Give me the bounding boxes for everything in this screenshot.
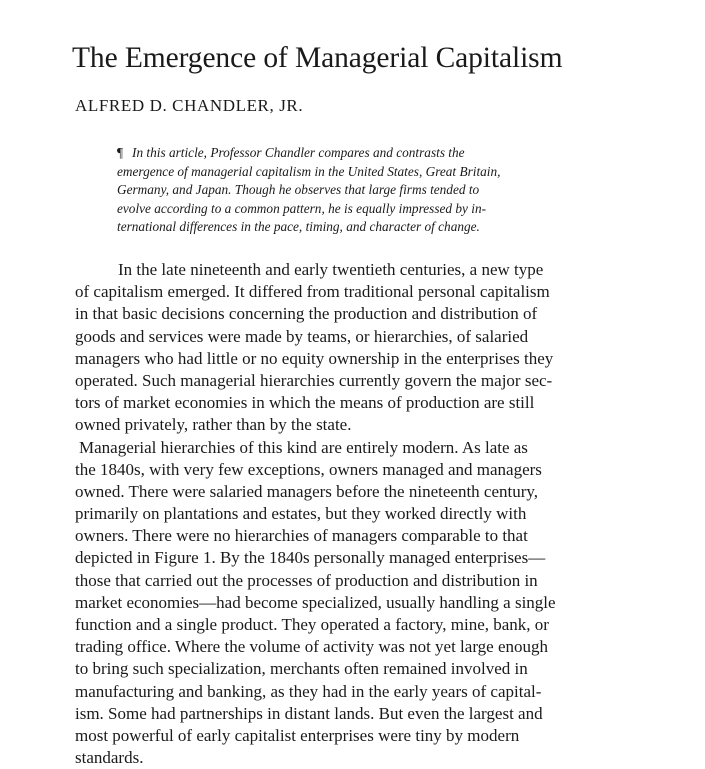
text-line: in that basic decisions concerning the production and distribution of xyxy=(75,303,556,325)
text-line: operated. Such managerial hierarchies currently govern the major sec- xyxy=(75,370,556,392)
pilcrow-mark: ¶ xyxy=(117,145,123,160)
article-title: The Emergence of Managerial Capitalism xyxy=(72,40,562,76)
text-line: primarily on plantations and estates, but they worked directly with xyxy=(75,503,556,525)
text-line: standards. xyxy=(75,747,556,769)
body-text xyxy=(75,259,556,769)
text-line: owned. There were salaried managers before the nineteenth century, xyxy=(75,481,556,503)
abstract-line: ¶ In this article, Professor Chandler compares and contrasts the xyxy=(117,144,500,163)
text-line: most powerful of early capitalist enterprises were tiny by modern xyxy=(75,725,556,747)
text-line: ism. Some had partnerships in distant lands. But even the largest and xyxy=(75,703,556,725)
text-line: of capitalism emerged. It differed from traditional personal capitalism xyxy=(75,281,556,303)
text-line: goods and services were made by teams, or hierarchies, of salaried xyxy=(75,326,556,348)
text-line: owned privately, rather than by the state. xyxy=(75,414,556,436)
text-line: In the late nineteenth and early twentieth centuries, a new type xyxy=(75,259,556,281)
text-line: Managerial hierarchies of this kind are entirely modern. As late as xyxy=(75,437,556,459)
text-line: the 1840s, with very few exceptions, owners managed and managers xyxy=(75,459,556,481)
author-name: ALFRED D. CHANDLER, JR. xyxy=(75,96,303,116)
text-line: tors of market economies in which the means of production are still xyxy=(75,392,556,414)
abstract-line: Germany, and Japan. Though he observes that large firms tended to xyxy=(117,181,500,200)
abstract-line: evolve according to a common pattern, he is equally impressed by in- xyxy=(117,200,500,219)
text-line: manufacturing and banking, as they had in the early years of capital- xyxy=(75,681,556,703)
text-line: to bring such specialization, merchants often remained involved in xyxy=(75,658,556,680)
paragraph-2 xyxy=(75,437,556,769)
abstract-line: ternational differences in the pace, timing, and character of change. xyxy=(117,218,500,237)
abstract-line: emergence of managerial capitalism in the United States, Great Britain, xyxy=(117,163,500,182)
paragraph-1 xyxy=(75,259,556,437)
abstract xyxy=(117,144,500,237)
text-line: trading office. Where the volume of activity was not yet large enough xyxy=(75,636,556,658)
text-line: owners. There were no hierarchies of managers comparable to that xyxy=(75,525,556,547)
text-line: managers who had little or no equity ownership in the enterprises they xyxy=(75,348,556,370)
text-line: market economies—had become specialized, usually handling a single xyxy=(75,592,556,614)
text-line: those that carried out the processes of production and distribution in xyxy=(75,570,556,592)
text-line: function and a single product. They operated a factory, mine, bank, or xyxy=(75,614,556,636)
text-line: depicted in Figure 1. By the 1840s personally managed enterprises— xyxy=(75,547,556,569)
